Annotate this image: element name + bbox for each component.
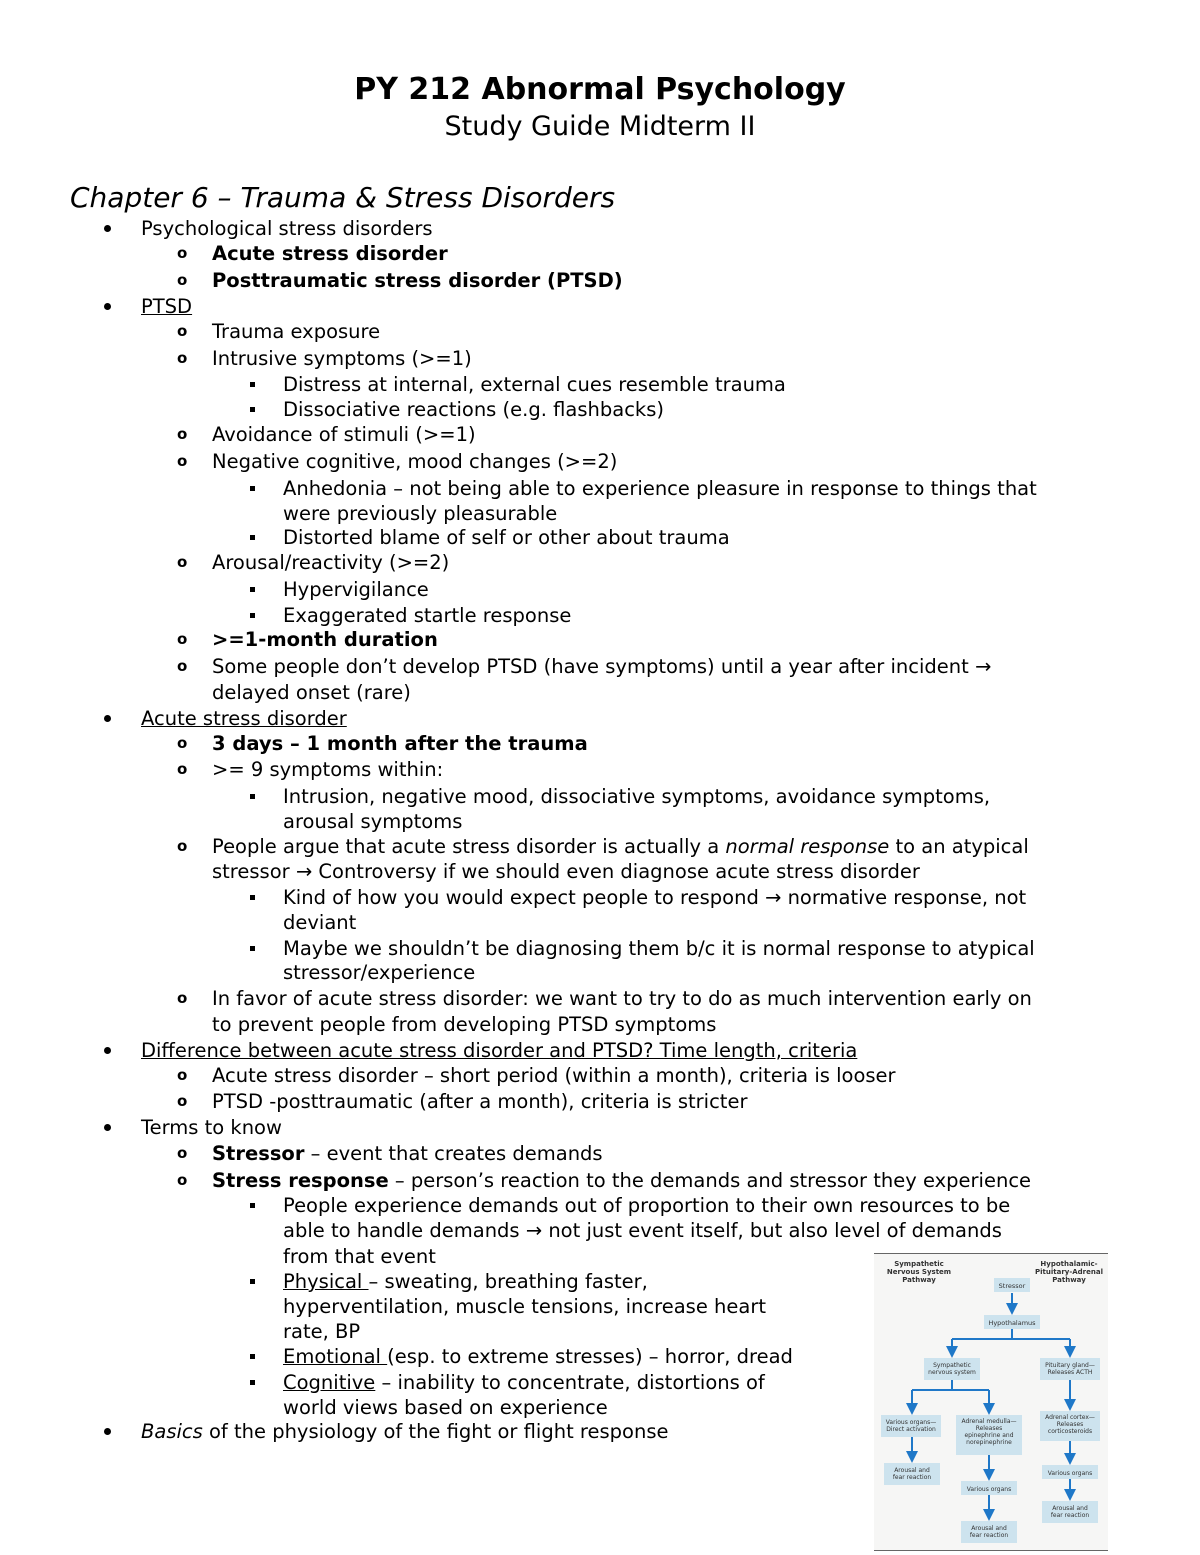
list-item-continuation: stressor/experience (283, 961, 476, 984)
list-item (141, 1419, 669, 1444)
list-item: Intrusion, negative mood, dissociative symptoms, avoidance symptoms, (283, 785, 991, 808)
organs-direct-label: Various organs— Direct activation (885, 1419, 937, 1433)
definition: – sweating, breathing faster, (368, 1270, 648, 1293)
adrenal-medulla-label: Adrenal medulla— Releases epinephrine and norepinephrine (961, 1418, 1017, 1446)
list-item: Difference between acute stress disorder and PTSD? Time length, criteria (141, 1039, 858, 1062)
organs-label-hpa: Various organs (1047, 1470, 1093, 1477)
list-item: Distress at internal, external cues resemble trauma (283, 373, 786, 396)
adrenal-cortex-label: Adrenal cortex— Releases corticosteroids (1045, 1414, 1095, 1435)
list-item: Kind of how you would expect people to respond → normative response, not (283, 886, 1027, 909)
list-item (283, 1344, 793, 1369)
stress-pathway-diagram (874, 1253, 1108, 1551)
list-item: o >= 9 symptoms within: (212, 757, 443, 782)
list-item: People experience demands out of proportion to their own resources to be (283, 1194, 1011, 1217)
list-item-continuation: arousal symptoms (283, 810, 463, 833)
list-item (283, 1370, 765, 1395)
list-item (212, 1168, 1031, 1193)
document-title: PY 212 Abnormal Psychology (354, 72, 846, 107)
sympathetic-header: Sympathetic Nervous System Pathway (886, 1260, 952, 1284)
list-item: o Some people don’t develop PTSD (have symptoms) until a year after incident → (212, 654, 991, 679)
list-item: Acute stress disorder (141, 707, 347, 730)
hypothalamus-label: Hypothalamus (988, 1319, 1036, 1327)
list-item: o Avoidance of stimuli (>=1) (212, 422, 476, 447)
arousal-label-2: Arousal and fear reaction (969, 1525, 1009, 1539)
list-item (283, 1269, 648, 1294)
pituitary-label: Pituitary gland— Releases ACTH (1045, 1362, 1095, 1376)
list-item-continuation: world views based on experience (283, 1396, 608, 1419)
list-item-continuation: stressor → Controversy if we should even diagnose acute stress disorder (212, 860, 920, 883)
list-item: o Acute stress disorder – short period (within a month), criteria is looser (212, 1063, 896, 1088)
definition: – inability to concentrate, distortions of (375, 1371, 765, 1394)
list-item-continuation: delayed onset (rare) (212, 681, 411, 704)
definition: – event that creates demands (304, 1142, 603, 1165)
diagram-border-bottom (874, 1550, 1108, 1551)
definition: – person’s reaction to the demands and stressor they experience (388, 1169, 1032, 1192)
list-item: o Intrusive symptoms (>=1) (212, 346, 472, 371)
list-item: o >=1-month duration (212, 627, 438, 652)
list-item: Dissociative reactions (e.g. flashbacks) (283, 398, 664, 421)
list-item: Hypervigilance (283, 578, 429, 601)
list-item: o Acute stress disorder (212, 241, 448, 266)
text-run: to an atypical (889, 835, 1029, 858)
arousal-label-3: Arousal and fear reaction (1050, 1505, 1090, 1519)
term: Stress response (212, 1169, 389, 1192)
list-item: o In favor of acute stress disorder: we want to try to do as much intervention early on (212, 986, 1032, 1011)
list-item: Exaggerated startle response (283, 604, 572, 627)
list-item: o Trauma exposure (212, 319, 380, 344)
term: Physical (283, 1270, 369, 1293)
hpa-header: Hypothalamic-Pituitary-Adrenal Pathway (1035, 1260, 1103, 1284)
list-item-continuation: rate, BP (283, 1320, 361, 1343)
pathway-flowchart (874, 1253, 1108, 1551)
term: Stressor (212, 1142, 305, 1165)
list-item-continuation: deviant (283, 911, 357, 934)
list-item: o PTSD -posttraumatic (after a month), criteria is stricter (212, 1089, 747, 1114)
arousal-label-1: Arousal and fear reaction (892, 1467, 932, 1481)
text-run: People argue that acute stress disorder is actually a (212, 835, 726, 858)
list-item: o Negative cognitive, mood changes (>=2) (212, 449, 617, 474)
list-item-continuation: to prevent people from developing PTSD symptoms (212, 1013, 717, 1036)
term: Cognitive (283, 1371, 376, 1394)
text-run-italic: Basics (141, 1420, 203, 1443)
list-item-continuation: hyperventilation, muscle tensions, increase heart (283, 1295, 766, 1318)
text-run: of the physiology of the fight or flight response (202, 1420, 669, 1443)
organs-label-medulla: Various organs (966, 1486, 1012, 1493)
sympathetic-ns-label: Sympathetic nervous system (928, 1362, 976, 1376)
definition: (esp. to extreme stresses) – horror, dread (387, 1345, 793, 1368)
stressor-label: Stressor (998, 1282, 1026, 1290)
list-item: o Posttraumatic stress disorder (PTSD) (212, 268, 623, 293)
chapter-heading: Chapter 6 – Trauma & Stress Disorders (70, 181, 616, 214)
list-item: Anhedonia – not being able to experience pleasure in response to things that (283, 477, 1037, 500)
list-item-continuation: from that event (283, 1245, 436, 1268)
list-item (212, 834, 1029, 859)
list-item: Psychological stress disorders (141, 217, 433, 240)
diagram-border-top (874, 1253, 1108, 1254)
list-item-continuation: were previously pleasurable (283, 502, 558, 525)
list-item: PTSD (141, 295, 193, 318)
list-item (212, 1141, 603, 1166)
document-subtitle: Study Guide Midterm II (444, 111, 756, 142)
term: Emotional (283, 1345, 388, 1368)
list-item-continuation: able to handle demands → not just event itself, but also level of demands (283, 1219, 1002, 1242)
text-run-italic: normal response (725, 835, 890, 858)
list-item: Terms to know (141, 1116, 282, 1139)
list-item: Maybe we shouldn’t be diagnosing them b/c it is normal response to atypical (283, 937, 1035, 960)
list-item: o 3 days – 1 month after the trauma (212, 731, 588, 756)
list-item: Distorted blame of self or other about trauma (283, 526, 730, 549)
list-item: o Arousal/reactivity (>=2) (212, 550, 449, 575)
